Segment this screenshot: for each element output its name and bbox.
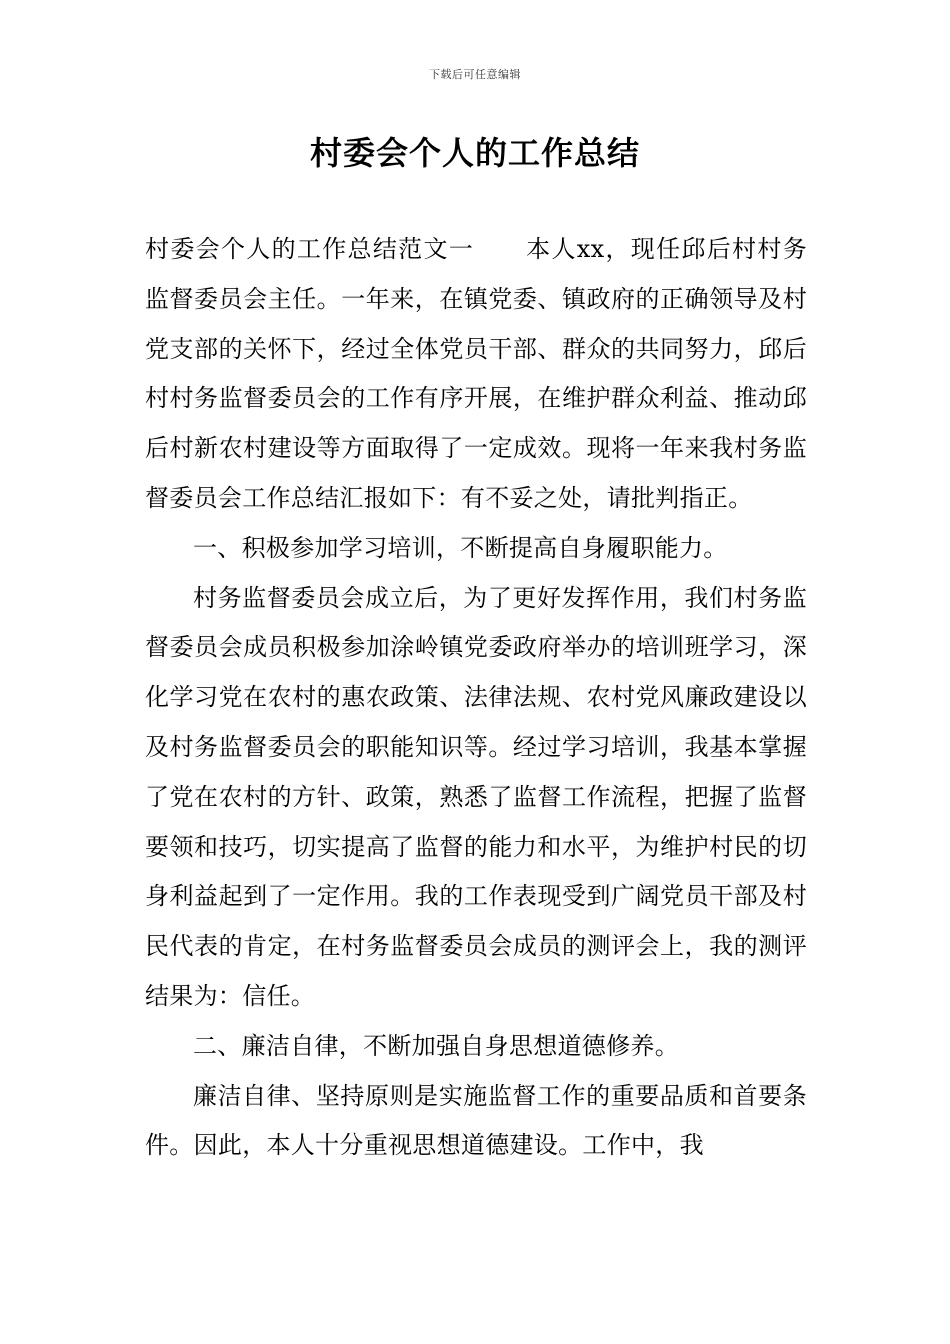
heading-two: 二、廉洁自律，不断加强自身思想道德修养。	[193, 1031, 679, 1060]
document-title: 村委会个人的工作总结	[309, 134, 640, 172]
paragraph-study-training: 村务监督委员会成立后，为了更好发挥作用，我们村务监督委员会成员积极参加涂岭镇党委政府举办的培训班学习，深化学习党在农村的惠农政策、法律法规、农村党风廉政建设以及村务监督委员会的职能知识等。经过学习培训，我基本掌握了党在农村的方针、政策，熟悉了监督工作流程，把握了监督要领和技巧，切实提高了监督的能力和水平，为维护村民的切身利益起到了一定作用。我的工作表现受到广阔党员干部及村民代表的肯定，在村务监督委员会成员的测评会上，我的测评结果为：信任。	[145, 583, 807, 1010]
header-note: 下载后可任意编辑	[429, 68, 521, 81]
section-heading: 村委会个人的工作总结范文一	[145, 235, 475, 263]
document-body	[145, 225, 807, 1171]
paragraph-intro	[145, 225, 807, 524]
heading-one: 一、积极参加学习培训，不断提高自身履职能力。	[193, 533, 728, 562]
paragraph-integrity: 廉洁自律、坚持原则是实施监督工作的重要品质和首要条件。因此，本人十分重视思想道德建设。工作中，我	[145, 1081, 807, 1160]
paragraph-text: 本人xx，现任邱后村村务监督委员会主任。一年来，在镇党委、镇政府的正确领导及村党支部的关怀下，经过全体党员干部、群众的共同努力，邱后村村务监督委员会的工作有序开展，在维护群众利益、推动邱后村新农村建设等方面取得了一定成效。现将一年来我村务监督委员会工作总结汇报如下：有不妥之处，请批判指正。	[145, 235, 807, 512]
